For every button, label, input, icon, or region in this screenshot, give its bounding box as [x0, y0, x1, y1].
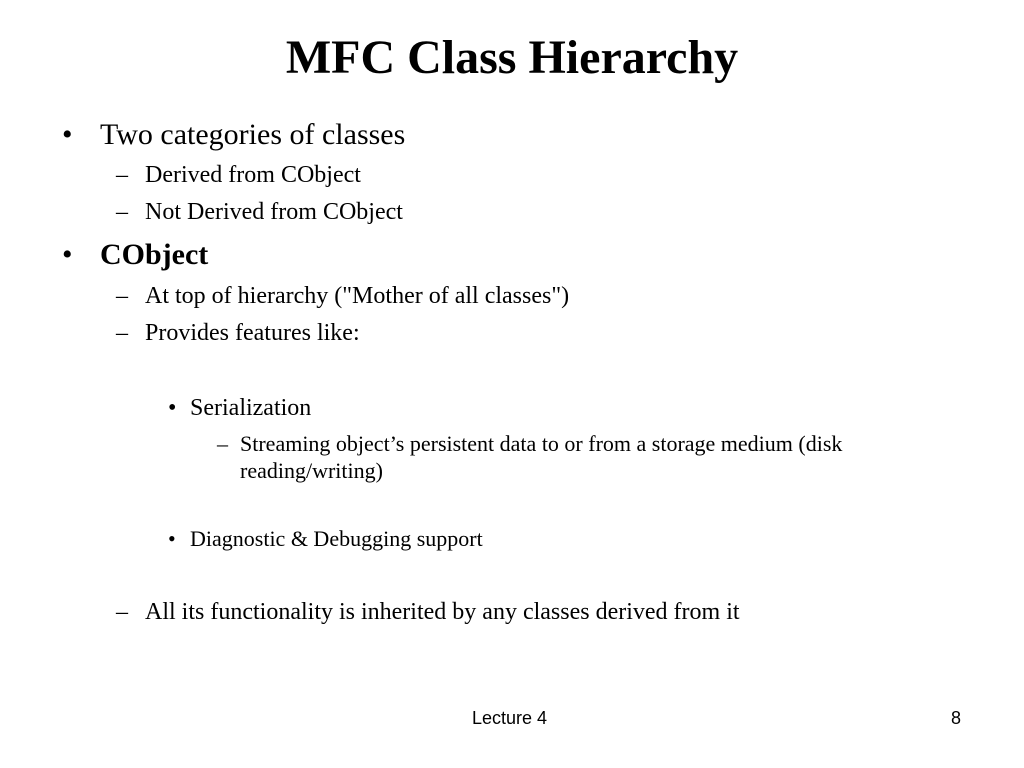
bullet-derived-from-cobject: Derived from CObject [145, 162, 361, 188]
dash-marker: – [116, 199, 128, 225]
bullet-diagnostic-debugging: Diagnostic & Debugging support [190, 526, 483, 551]
dash-marker: – [116, 162, 128, 188]
footer-page-number: 8 [951, 708, 962, 728]
dash-marker: – [116, 283, 128, 309]
dash-marker: – [217, 431, 228, 456]
dash-marker: – [116, 599, 128, 625]
bullet-serialization: Serialization [190, 395, 312, 421]
bullet-streaming-line1: Streaming object’s persistent data to or from a storage medium (disk [240, 431, 843, 456]
slide-title: MFC Class Hierarchy [285, 31, 739, 84]
bullet-marker: • [168, 526, 176, 551]
bullet-functionality-inherited: All its functionality is inherited by any classes derived from it [145, 599, 740, 625]
footer-lecture-label: Lecture 4 [472, 708, 548, 728]
bullet-marker: • [62, 118, 73, 151]
bullet-marker: • [62, 238, 73, 271]
bullet-cobject: CObject [100, 238, 209, 271]
bullet-top-of-hierarchy: At top of hierarchy ("Mother of all classes") [145, 283, 570, 309]
bullet-two-categories: Two categories of classes [100, 118, 406, 151]
bullet-marker: • [168, 395, 177, 421]
dash-marker: – [116, 320, 128, 346]
bullet-provides-features: Provides features like: [145, 320, 360, 346]
bullet-not-derived-from-cobject: Not Derived from CObject [145, 199, 403, 225]
bullet-streaming-line2: reading/writing) [240, 458, 383, 483]
